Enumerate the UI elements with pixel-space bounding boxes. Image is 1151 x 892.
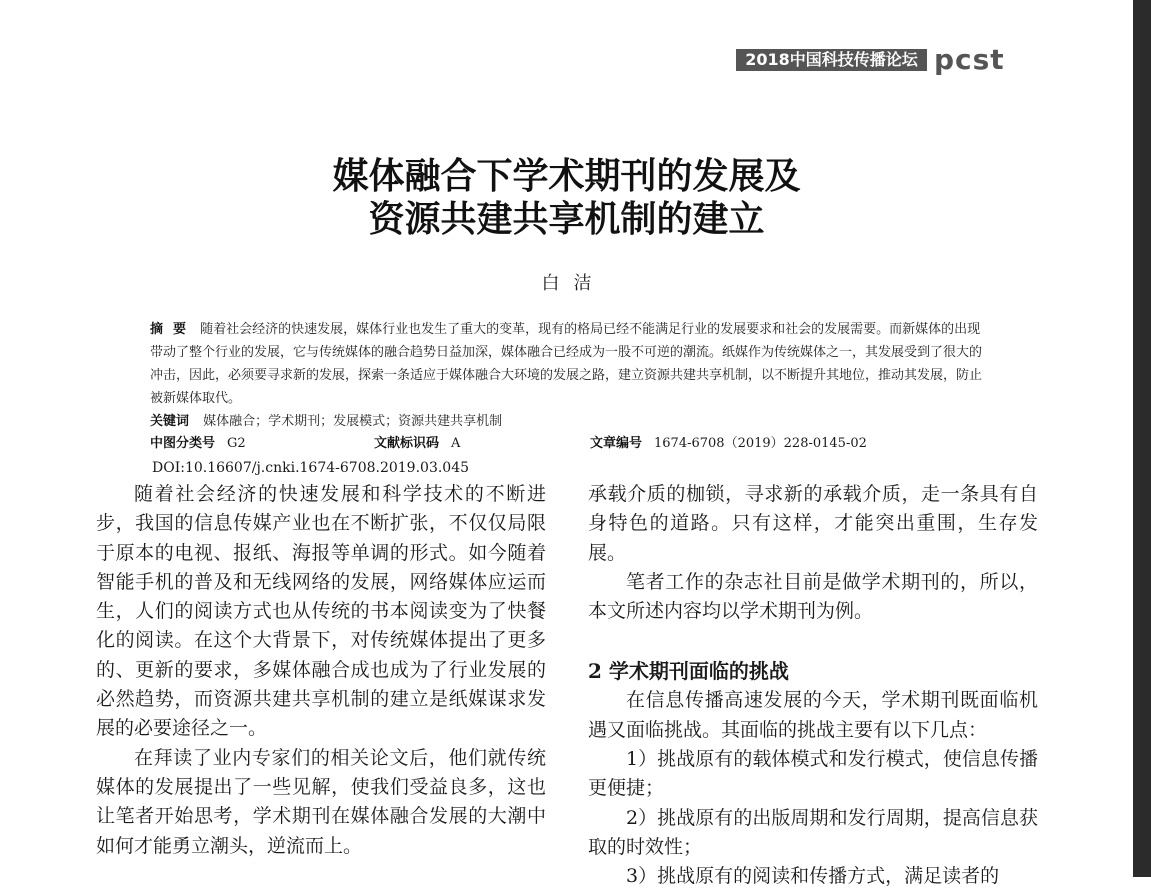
article-no-field	[590, 433, 867, 455]
section-heading: 2 学术期刊面临的挑战	[588, 659, 789, 684]
paragraph: 在拜读了业内专家们的相关论文后，他们就传统媒体的发展提出了一些见解，使我们受益良多，这也让笔者开始思考，学术期刊在媒体融合发展的大潮中如何才能勇立潮头，逆流而上。	[96, 746, 546, 857]
keywords	[150, 410, 986, 433]
abstract-label: 摘要	[150, 322, 197, 337]
abstract-text: 随着社会经济的快速发展，媒体行业也发生了重大的变革，现有的格局已经不能满足行业的发展要求和社会的发展需要。而新媒体的出现带动了整个行业的发展，它与传统媒体的融合趋势日益加深，媒体融合已经成为一股不可逆的潮流。纸媒作为传统媒体之一，其发展受到了很大的冲击，因此，必须要寻求新的发展，探索一条适应于媒体融合大环境的发展之路，建立资源共建共享机制，以不断提升其地位，推动其发展，防止被新媒体取代。	[150, 322, 983, 406]
abstract	[150, 318, 986, 410]
page-edge	[1133, 0, 1151, 877]
list-item: 2）挑战原有的出版周期和发行周期，提高信息获取的时效性；	[588, 806, 1038, 858]
author-name: 白洁	[541, 273, 606, 294]
doc-code-field	[374, 433, 460, 455]
body-column-right	[588, 480, 1038, 892]
section-gap	[588, 626, 1038, 656]
paragraph: 承载介质的枷锁，寻求新的承载介质，走一条具有自身特色的道路。只有这样，才能突出重围，生存发展。	[588, 483, 1038, 564]
clc-field	[150, 433, 246, 455]
clc-label: 中图分类号	[150, 436, 216, 451]
list-item: 3）挑战原有的阅读和传播方式，满足读者的	[626, 865, 1000, 888]
paragraph: 笔者工作的杂志社目前是做学术期刊的，所以，本文所述内容均以学术期刊为例。	[588, 570, 1038, 623]
article-no-label: 文章编号	[590, 436, 643, 451]
paragraph: 随着社会经济的快速发展和科学技术的不断进步，我国的信息传媒产业也在不断扩张，不仅仅局限于原本的电视、报纸、海报等单调的形式。如今随着智能手机的普及和无线网络的发展，网络媒体应运而生，人们的阅读方式也从传统的书本阅读变为了快餐化的阅读。在这个大背景下，对传统媒体提出了更多的、更新的要求，多媒体融合成也成为了行业发展的必然趋势，而资源共建共享机制的建立是纸媒谋求发展的必要途径之一。	[96, 483, 546, 740]
list-item: 1）挑战原有的载体模式和发行模式，使信息传播更便捷；	[588, 748, 1038, 800]
keywords-label: 关键词	[150, 414, 190, 429]
paragraph: 在信息传播高速发展的今天，学术期刊既面临机遇又面临挑战。其面临的挑战主要有以下几点：	[588, 689, 1038, 741]
article-no-value: 1674-6708（2019）228-0145-02	[654, 436, 867, 451]
conference-badge: 2018中国科技传播论坛	[736, 49, 927, 71]
pcst-logo: pcst	[934, 43, 1005, 76]
paper-title-line2: 资源共建共享机制的建立	[368, 198, 765, 240]
body-column-left	[96, 480, 546, 861]
doc-code-label: 文献标识码	[374, 436, 440, 451]
doi: DOI:10.16607/j.cnki.1674-6708.2019.03.045	[152, 460, 470, 476]
abstract-block	[150, 318, 986, 433]
keywords-text: 媒体融合；学术期刊；发展模式；资源共建共享机制	[203, 414, 503, 429]
doc-code-value: A	[451, 436, 461, 451]
clc-value: G2	[227, 436, 246, 451]
paper-title-line1: 媒体融合下学术期刊的发展及	[332, 155, 801, 197]
